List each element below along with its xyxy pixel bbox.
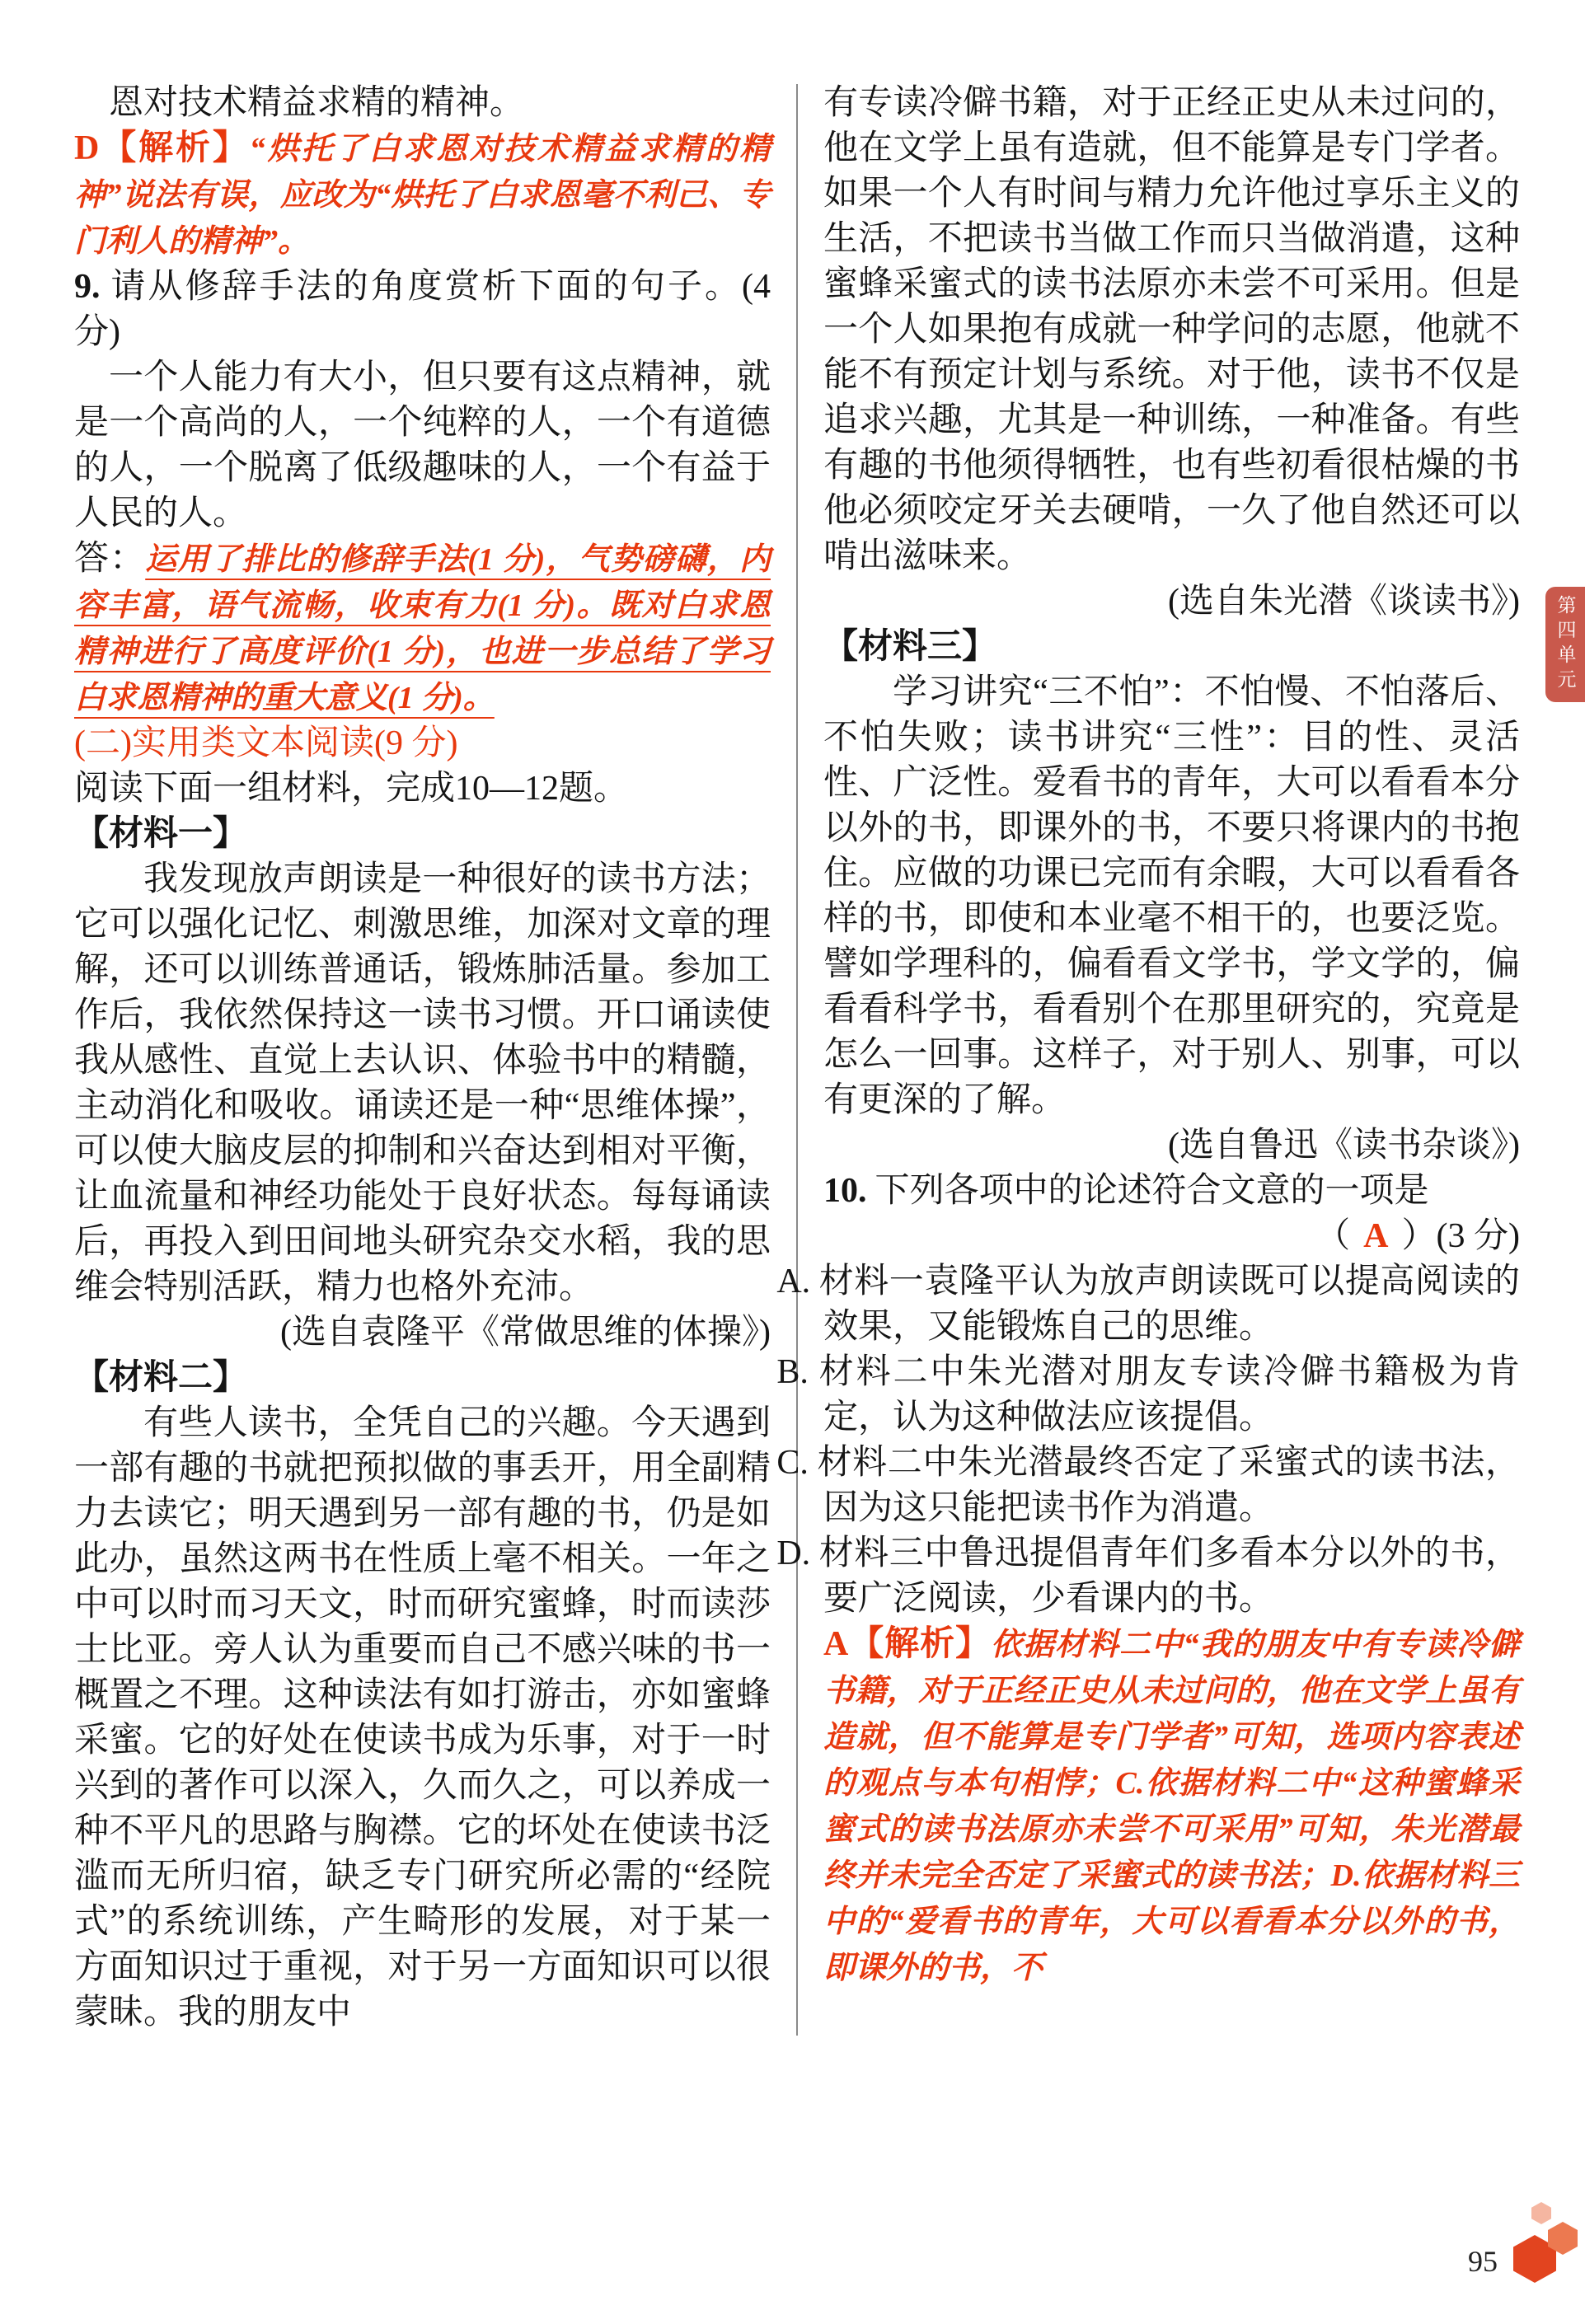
material-2-continuation: 有专读冷僻书籍，对于正经正史从未过问的，他在文学上虽有造就，但不能算是专门学者。如果一个人有时间与精力允许他过享乐主义的生活，不把读书当做工作而只当做消遣，这种蜜蜂采蜜式的读书法原亦未尝不可采用。但是一个人如果抱有成就一种学问的志愿，他就不能不有预定计划与系统。对于他，读书不仅是追求兴趣，尤其是一种训练，一种准备。有些有趣的书他须得牺牲，也有些初看很枯燥的书他必须咬定牙关去硬啃，一久了他自然还可以啃出滋味来。 [823,84,1520,575]
analysis-a-label: A【解析】 [823,1625,992,1663]
page-number: 95 [1468,2245,1498,2278]
section-heading: (二)实用类文本阅读(9 分) [74,724,458,762]
option-a-letter: A. [776,1263,811,1300]
analysis-block-a [823,1622,1520,1991]
option-d [776,1531,1520,1622]
material-3-source: (选自鲁迅《读书杂谈》) [1168,1127,1520,1164]
question-9-number: 9. [74,268,101,306]
option-b-text: 材料二中朱光潜对朋友专读冷僻书籍极为肯定，认为这种做法应该提倡。 [816,1353,1520,1436]
section-intro: 阅读下面一组材料，完成10—12题。 [74,770,629,808]
content-columns [74,81,1520,2036]
answer-paren-open: （ [1315,1217,1351,1255]
left-column [74,81,771,2036]
right-column [776,81,1520,2036]
option-d-letter: D. [776,1534,811,1572]
unit-tab-label: 第四单元 [1555,595,1577,694]
question-10-number: 10. [823,1172,867,1210]
question-9 [74,265,771,355]
option-b [776,1350,1520,1441]
material-2-source: (选自朱光潜《谈读书》) [1168,583,1520,621]
answer-prefix: 答： [74,540,146,578]
answer-paren-close: ）(3 分) [1401,1217,1520,1255]
question-10 [823,1169,1520,1214]
analysis-text: “烘托了白求恩对技术精益求精的精神”说法有误，应改为“烘托了白求恩毫不利己、专门利人的精神”。 [74,132,771,259]
material-1-text: 我发现放声朗读是一种很好的读书方法；它可以强化记忆、刺激思维，加深对文章的理解，还可以训练普通话，锻炼肺活量。参加工作后，我依然保持这一读书习惯。开口诵读使我从感性、直觉上去认识、体验书中的精髓，主动消化和吸收。诵读还是一种“思维体操”，可以使大脑皮层的抑制和兴奋达到相对平衡，让血流量和神经功能处于良好状态。每每诵读后，再投入到田间地头研究杂交水稻，我的思维会特别活跃，精力也格外充沛。 [74,860,771,1306]
analysis-a-text: 依据材料二中“我的朋友中有专读冷僻书籍，对于正经正史从未过问的，他在文学上虽有造就，但不能算是专门学者”可知，选项内容表述的观点与本句相悖；C.依据材料二中“这种蜜蜂采蜜式的读书法原亦未尝不可采用”可知，朱光潜最终并未完全否定了采蜜式的读书法；D.依据材料三中的“爱看书的青年，大可以看看本分以外的书，即课外的书，不 [823,1628,1520,1985]
carryover-paragraph: 恩对技术精益求精的精神。 [109,84,525,122]
material-3-heading: 【材料三】 [823,628,997,666]
question-10-text: 下列各项中的论述符合文意的一项是 [875,1172,1429,1210]
option-c-text: 材料二中朱光潜最终否定了采蜜式的读书法，因为这只能把读书作为消遣。 [816,1444,1520,1527]
answer-9-text: 运用了排比的修辞手法(1 分)，气势磅礴，内容丰富，语气流畅，收束有力(1 分)。既对白求恩精神进行了高度评价(1 分)，也进一步总结了学习白求恩精神的重大意义(1 分)。 [74,542,771,715]
question-9-text: 请从修辞手法的角度赏析下面的句子。(4 分) [74,268,771,351]
option-c-letter: C. [776,1444,809,1482]
material-3-text: 学习讲究“三不怕”：不怕慢、不怕落后、不怕失败；读书讲究“三性”：目的性、灵活性、广泛性。爱看书的青年，大可以看看本分以外的书，即课外的书，不要只将课内的书抱住。应做的功课已完而有余暇，大可以看看各样的书，即使和本业毫不相干的，也要泛览。譬如学理科的，偏看看文学书，学文学的，偏看看科学书，看看别个在那里研究的，究竟是怎么一回事。这样子，对于别人、别事，可以有更深的了解。 [823,673,1520,1119]
material-1-heading: 【材料一】 [74,815,248,853]
material-2-heading: 【材料二】 [74,1359,248,1397]
option-d-text: 材料三中鲁迅提倡青年们多看本分以外的书，要广泛阅读，少看课内的书。 [818,1534,1520,1618]
option-a [776,1259,1520,1350]
answer-10-line [823,1214,1520,1259]
analysis-label: D【解析】 [74,129,250,167]
hexagon-decoration [1531,2202,1551,2224]
answer-9 [74,536,771,721]
answer-10-letter: A [1363,1217,1389,1255]
column-divider [796,84,798,2036]
quoted-sentence: 一个人能力有大小，但只要有这点精神，就是一个高尚的人，一个纯粹的人，一个有道德的人，一个脱离了低级趣味的人，一个有益于人民的人。 [74,358,771,532]
option-b-letter: B. [776,1353,809,1391]
material-1-source: (选自袁隆平《常做思维的体操》) [280,1314,771,1352]
option-a-text: 材料一袁隆平认为放声朗读既可以提高阅读的效果，又能锻炼自己的思维。 [818,1263,1520,1346]
analysis-block-d [74,126,771,265]
unit-tab [1545,587,1585,702]
material-2-text: 有些人读书，全凭自己的兴趣。今天遇到一部有趣的书就把预拟做的事丢开，用全副精力去读它；明天遇到另一部有趣的书，仍是如此办，虽然这两书在性质上毫不相关。一年之中可以时而习天文，时而研究蜜蜂，时而读莎士比亚。旁人认为重要而自己不感兴味的书一概置之不理。这种读法有如打游击，亦如蜜蜂采蜜。它的好处在使读书成为乐事，对于一时兴到的著作可以深入，久而久之，可以养成一种不平凡的思路与胸襟。它的坏处在使读书泛滥而无所归宿，缺乏专门研究所必需的“经院式”的系统训练，产生畸形的发展，对于某一方面知识过于重视，对于另一方面知识可以很蒙昧。我的朋友中 [74,1404,771,2031]
option-c [776,1441,1520,1531]
